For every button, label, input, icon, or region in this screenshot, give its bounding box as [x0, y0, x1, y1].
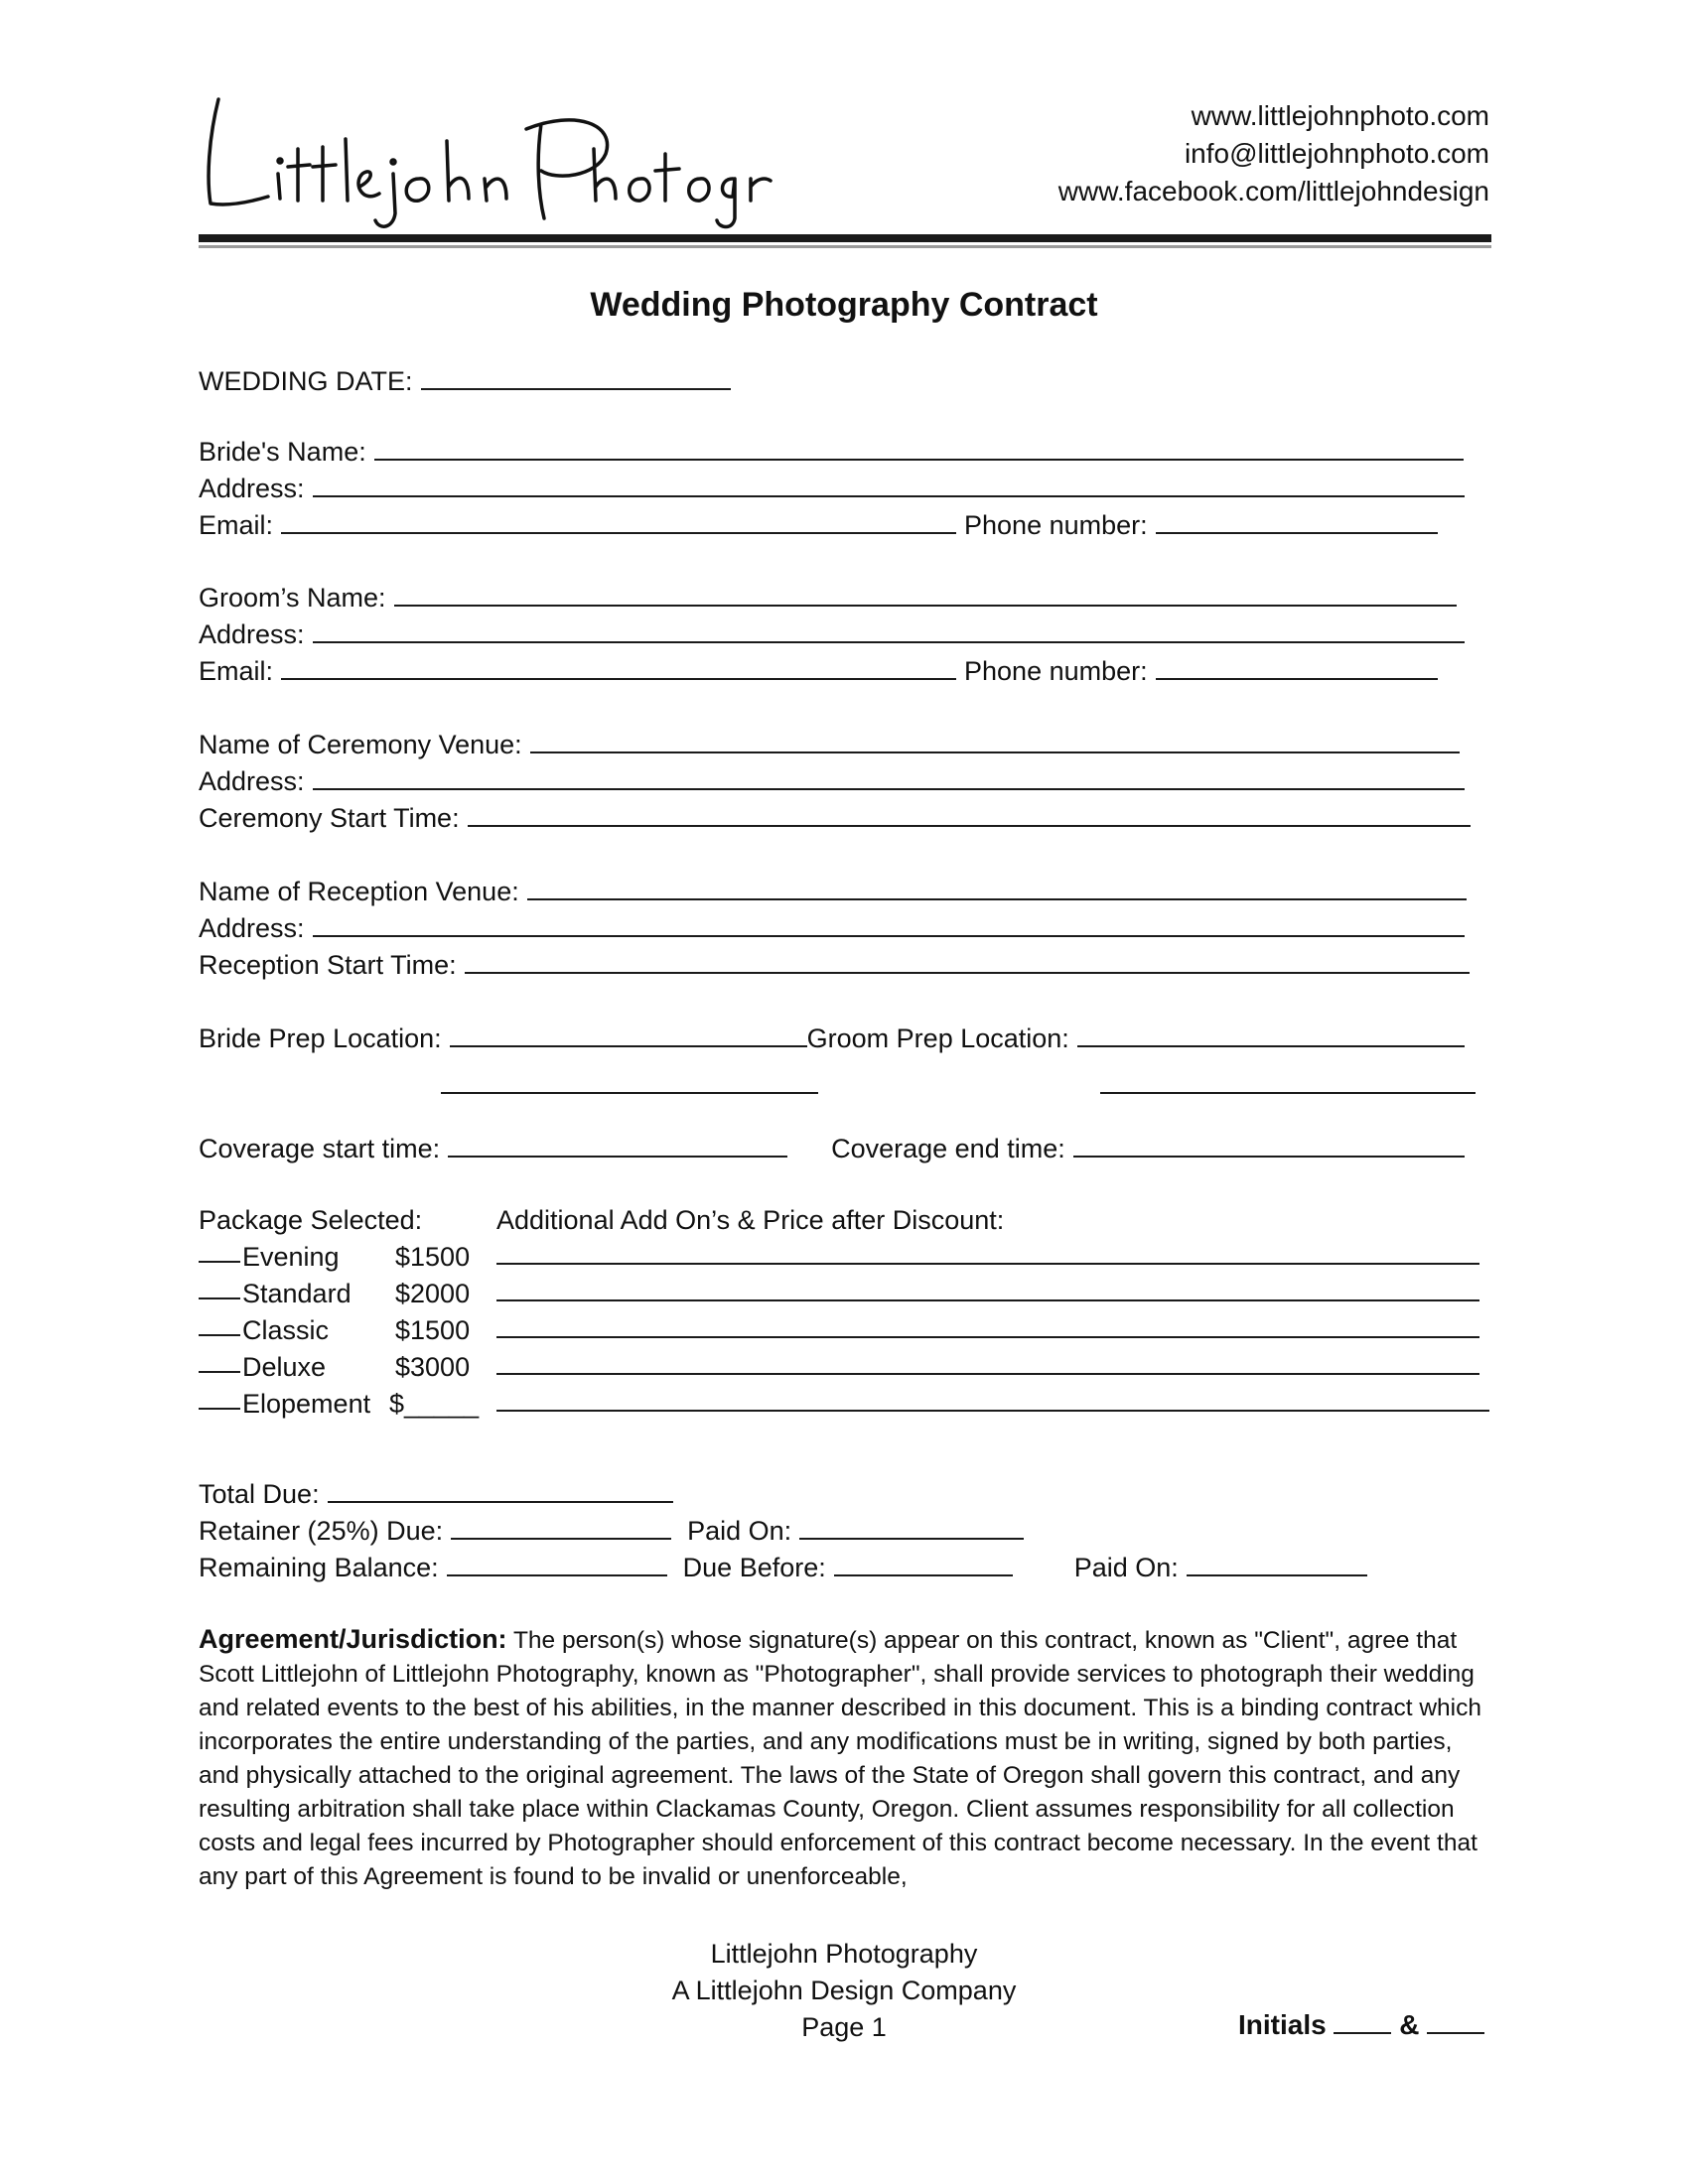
ceremony-venue-row	[199, 726, 1460, 762]
balance-paid-on-label: Paid On:	[1073, 1553, 1179, 1582]
package-check-evening[interactable]	[199, 1261, 240, 1263]
due-before-label: Due Before:	[682, 1553, 826, 1582]
initials-ampersand: &	[1399, 2009, 1420, 2040]
groom-address-field[interactable]	[313, 615, 1465, 643]
coverage-start-label: Coverage start time:	[199, 1134, 441, 1163]
email-link[interactable]: info@littlejohnphoto.com	[1184, 138, 1489, 169]
remaining-balance-row	[199, 1549, 1367, 1585]
groom-name-row	[199, 579, 1457, 615]
bride-email-field[interactable]	[281, 506, 956, 534]
bride-email-label: Email:	[199, 510, 274, 540]
bride-prep-label: Bride Prep Location:	[199, 1024, 442, 1053]
package-price: $1500	[395, 1315, 471, 1345]
groom-name-field[interactable]	[394, 579, 1457, 607]
retainer-label: Retainer (25%) Due:	[199, 1516, 444, 1546]
package-check-elopement[interactable]	[199, 1408, 240, 1410]
reception-address-row	[199, 909, 1465, 946]
addon-field[interactable]	[496, 1336, 1479, 1338]
groom-name-label: Groom’s Name:	[199, 583, 386, 613]
initials-field-2[interactable]	[1427, 2008, 1484, 2034]
agreement-text: The person(s) whose signature(s) appear on this contract, known as "Client", agree that Scott Littlejohn of Littlejohn Photography, known as "Photographer", shall provide services to photograph their wedding and related events to the best of his abilities, in the manner described in this document. This is a binding contract which incorporates the entire understanding of the parties, and any modifications must be in writing, signed by both parties, and physically attached to the original agreement. The laws of the State of Oregon shall govern this contract, and any resulting arbitration shall take place within Clackamas County, Oregon. Client assumes responsibility for all collection costs and legal fees incurred by Photographer should enforcement of this contract become necessary. In the event that any part of this Agreement is found to be invalid or unenforceable,	[199, 1627, 1481, 1890]
package-row-deluxe	[199, 1349, 1491, 1385]
package-check-classic[interactable]	[199, 1334, 240, 1336]
package-price: $_____	[389, 1389, 480, 1419]
bride-address-field[interactable]	[313, 470, 1465, 497]
reception-time-row	[199, 946, 1470, 983]
ceremony-address-row	[199, 762, 1465, 799]
initials-block	[1238, 2008, 1484, 2041]
coverage-end-label: Coverage end time:	[831, 1134, 1065, 1163]
coverage-row	[199, 1130, 1465, 1166]
remaining-balance-field[interactable]	[447, 1549, 667, 1576]
total-due-row	[199, 1475, 673, 1512]
ceremony-time-field[interactable]	[468, 799, 1471, 827]
initials-label: Initials	[1238, 2009, 1327, 2040]
wedding-date-label: WEDDING DATE:	[199, 366, 413, 396]
addon-field[interactable]	[496, 1410, 1489, 1412]
prep-location-row	[199, 1020, 1465, 1056]
package-row-standard	[199, 1276, 1491, 1311]
contact-info	[1058, 97, 1489, 210]
ceremony-address-field[interactable]	[313, 762, 1465, 790]
retainer-row	[199, 1512, 1024, 1549]
reception-time-label: Reception Start Time:	[199, 950, 457, 980]
package-check-deluxe[interactable]	[199, 1371, 240, 1373]
groom-phone-field[interactable]	[1156, 652, 1438, 680]
bride-name-label: Bride's Name:	[199, 437, 366, 467]
retainer-field[interactable]	[451, 1512, 671, 1540]
package-row-elopement	[199, 1386, 1491, 1422]
groom-phone-label: Phone number:	[964, 656, 1148, 686]
reception-venue-row	[199, 873, 1467, 909]
wedding-date-row	[199, 362, 731, 399]
packages-heading-row	[199, 1202, 1004, 1238]
ceremony-time-row	[199, 799, 1471, 836]
ceremony-address-label: Address:	[199, 766, 305, 796]
package-name: Standard	[242, 1279, 352, 1308]
total-due-label: Total Due:	[199, 1479, 320, 1509]
package-price: $3000	[395, 1352, 471, 1382]
groom-prep-label: Groom Prep Location:	[806, 1024, 1069, 1053]
package-name: Evening	[242, 1242, 340, 1272]
package-price: $1500	[395, 1242, 471, 1272]
header-divider-thin	[199, 245, 1491, 248]
addon-field[interactable]	[496, 1299, 1479, 1301]
document-title: Wedding Photography Contract	[590, 286, 1098, 324]
groom-contact-row	[199, 652, 1438, 689]
package-price: $2000	[395, 1279, 471, 1308]
ceremony-venue-field[interactable]	[530, 726, 1460, 753]
groom-address-label: Address:	[199, 619, 305, 649]
groom-email-field[interactable]	[281, 652, 956, 680]
bride-name-field[interactable]	[374, 433, 1464, 461]
reception-venue-field[interactable]	[527, 873, 1467, 900]
ceremony-time-label: Ceremony Start Time:	[199, 803, 460, 833]
wedding-date-field[interactable]	[421, 362, 731, 390]
facebook-link[interactable]: www.facebook.com/littlejohndesign	[1057, 176, 1489, 206]
bride-phone-label: Phone number:	[964, 510, 1148, 540]
due-before-field[interactable]	[834, 1549, 1013, 1576]
retainer-paid-on-label: Paid On:	[687, 1516, 792, 1546]
package-row-evening	[199, 1239, 1491, 1275]
reception-address-field[interactable]	[313, 909, 1465, 937]
reception-address-label: Address:	[199, 913, 305, 943]
reception-time-field[interactable]	[465, 946, 1470, 974]
groom-prep-field[interactable]	[1077, 1020, 1465, 1047]
addons-label: Additional Add On’s & Price after Discount:	[496, 1205, 1005, 1235]
package-name: Elopement	[242, 1389, 371, 1419]
package-check-standard[interactable]	[199, 1297, 240, 1299]
coverage-start-field[interactable]	[448, 1130, 787, 1158]
footer-company: Littlejohn Photography	[710, 1939, 978, 1969]
coverage-end-field[interactable]	[1073, 1130, 1465, 1158]
bride-address-label: Address:	[199, 474, 305, 503]
bride-prep-field-line2[interactable]	[441, 1092, 818, 1094]
footer-page-number: Page 1	[801, 2012, 887, 2042]
package-name: Classic	[242, 1315, 330, 1345]
groom-address-row	[199, 615, 1465, 652]
balance-paid-on-field[interactable]	[1187, 1549, 1367, 1576]
bride-name-row	[199, 433, 1464, 470]
package-name: Deluxe	[242, 1352, 327, 1382]
ceremony-venue-label: Name of Ceremony Venue:	[199, 730, 522, 759]
package-row-classic	[199, 1312, 1491, 1348]
reception-venue-label: Name of Reception Venue:	[199, 877, 519, 906]
remaining-balance-label: Remaining Balance:	[199, 1553, 439, 1582]
bride-phone-field[interactable]	[1156, 506, 1438, 534]
retainer-paid-on-field[interactable]	[799, 1512, 1024, 1540]
bride-contact-row	[199, 506, 1438, 543]
agreement-heading: Agreement/Jurisdiction:	[199, 1624, 507, 1654]
agreement-paragraph	[199, 1622, 1491, 1894]
footer-subtitle: A Littlejohn Design Company	[671, 1976, 1017, 2005]
header-divider-thick	[199, 234, 1491, 242]
package-selected-label: Package Selected:	[199, 1205, 423, 1235]
bride-address-row	[199, 470, 1465, 506]
total-due-field[interactable]	[328, 1475, 673, 1503]
addon-field[interactable]	[496, 1263, 1479, 1265]
website-link[interactable]: www.littlejohnphoto.com	[1191, 100, 1489, 131]
bride-prep-field[interactable]	[450, 1020, 807, 1047]
littlejohn-photography-logo	[199, 79, 794, 238]
groom-email-label: Email:	[199, 656, 274, 686]
initials-field-1[interactable]	[1334, 2008, 1391, 2034]
addon-field[interactable]	[496, 1373, 1479, 1375]
groom-prep-field-line2[interactable]	[1100, 1092, 1476, 1094]
